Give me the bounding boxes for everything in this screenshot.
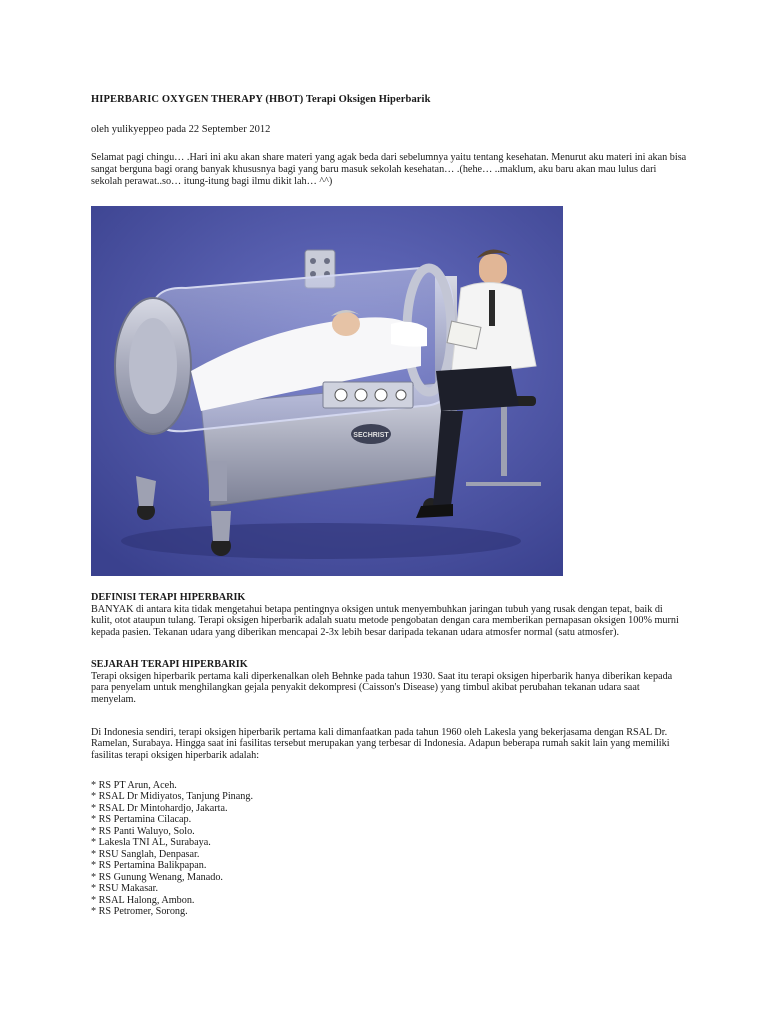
list-item: * RSAL Dr Mintohardjo, Jakarta.: [91, 802, 228, 814]
paragraph-line: Ramelan, Surabaya. Hingga saat ini fasilitas tersebut merupakan yang terbesar di Indonesia. Adapun beberapa rumah sakit lain yang memiliki: [91, 738, 670, 750]
list-item: * RS Petromer, Sorong.: [91, 905, 188, 917]
list-item: * RS Gunung Wenang, Manado.: [91, 871, 223, 883]
author-byline: oleh yulikyeppeo pada 22 September 2012: [91, 124, 271, 135]
list-item: * Lakesla TNI AL, Surabaya.: [91, 837, 211, 849]
list-item: * RS Panti Waluyo, Solo.: [91, 825, 195, 837]
list-item: * RSAL Halong, Ambon.: [91, 894, 195, 906]
intro-line: Selamat pagi chingu… .Hari ini aku akan share materi yang agak beda dari sebelumnya yaitu tentang kesehatan. Menurut aku materi ini akan bisa: [91, 152, 687, 163]
list-item: * RS PT Arun, Aceh.: [91, 780, 177, 791]
indonesia-paragraph: [91, 727, 691, 761]
list-item: * RSAL Dr Midiyatos, Tanjung Pinang.: [91, 791, 254, 803]
sejarah-paragraph: [91, 671, 691, 705]
document-title: HIPERBARIC OXYGEN THERAPY (HBOT) Terapi Oksigen Hiperbarik: [91, 94, 431, 105]
paragraph-line: para penyelam untuk menghilangkan gejala penyakit dekompresi (Caisson's Disease) yang timbul akibat perubahan tekanan udara saat: [91, 682, 640, 694]
paragraph-line: Di Indonesia sendiri, terapi oksigen hiperbarik pertama kali dimanfaatkan pada tahun 1960 oleh Lakesla yang bekerjasama dengan RSAL Dr.: [91, 727, 668, 738]
definisi-paragraph: [91, 604, 691, 638]
intro-line: sekolah perawat..so… itung-itung bagi ilmu dikit lah… ^^): [91, 176, 333, 188]
hyperbaric-chamber-photo: [91, 206, 563, 576]
chamber-brand-logo: SECHRIST: [353, 432, 389, 439]
paragraph-line: menyelam.: [91, 693, 136, 705]
paragraph-line: Terapi oksigen hiperbarik pertama kali diperkenalkan oleh Behnke pada tahun 1930. Saat itu terapi oksigen hiperbarik hanya diberikan kepada: [91, 671, 673, 682]
list-item: * RSU Sanglah, Denpasar.: [91, 848, 200, 860]
list-item: * RSU Makasar.: [91, 883, 159, 895]
paragraph-line: kepada pasien. Tekanan udara yang diberikan mencapai 2-3x lebih besar daripada tekanan udara atmosfer normal (satu atmosfer).: [91, 626, 620, 638]
paragraph-line: kulit, otot ataupun tulang. Terapi oksigen hiperbarik adalah suatu metode pengobatan dengan cara memberikan pernapasan oksigen 100% murni: [91, 615, 679, 627]
paragraph-line: fasilitas terapi oksigen hiperbarik adalah:: [91, 749, 260, 761]
section-heading-definisi: DEFINISI TERAPI HIPERBARIK: [91, 592, 246, 603]
hospital-list: [91, 780, 253, 917]
list-item: * RS Pertamina Balikpapan.: [91, 860, 207, 872]
paragraph-line: BANYAK di antara kita tidak mengetahui betapa pentingnya oksigen untuk menyembuhkan jaringan tubuh yang rusak dengan tepat, baik di: [91, 604, 663, 615]
intro-paragraph: [91, 152, 687, 189]
intro-line: sangat berguna bagi orang banyak khususnya bagi yang baru masuk sekolah kesehatan… .(hehe… ..maklum, aku baru akan mau lulus dari: [91, 164, 657, 176]
list-item: * RS Pertamina Cilacap.: [91, 814, 192, 826]
section-heading-sejarah: SEJARAH TERAPI HIPERBARIK: [91, 659, 248, 670]
